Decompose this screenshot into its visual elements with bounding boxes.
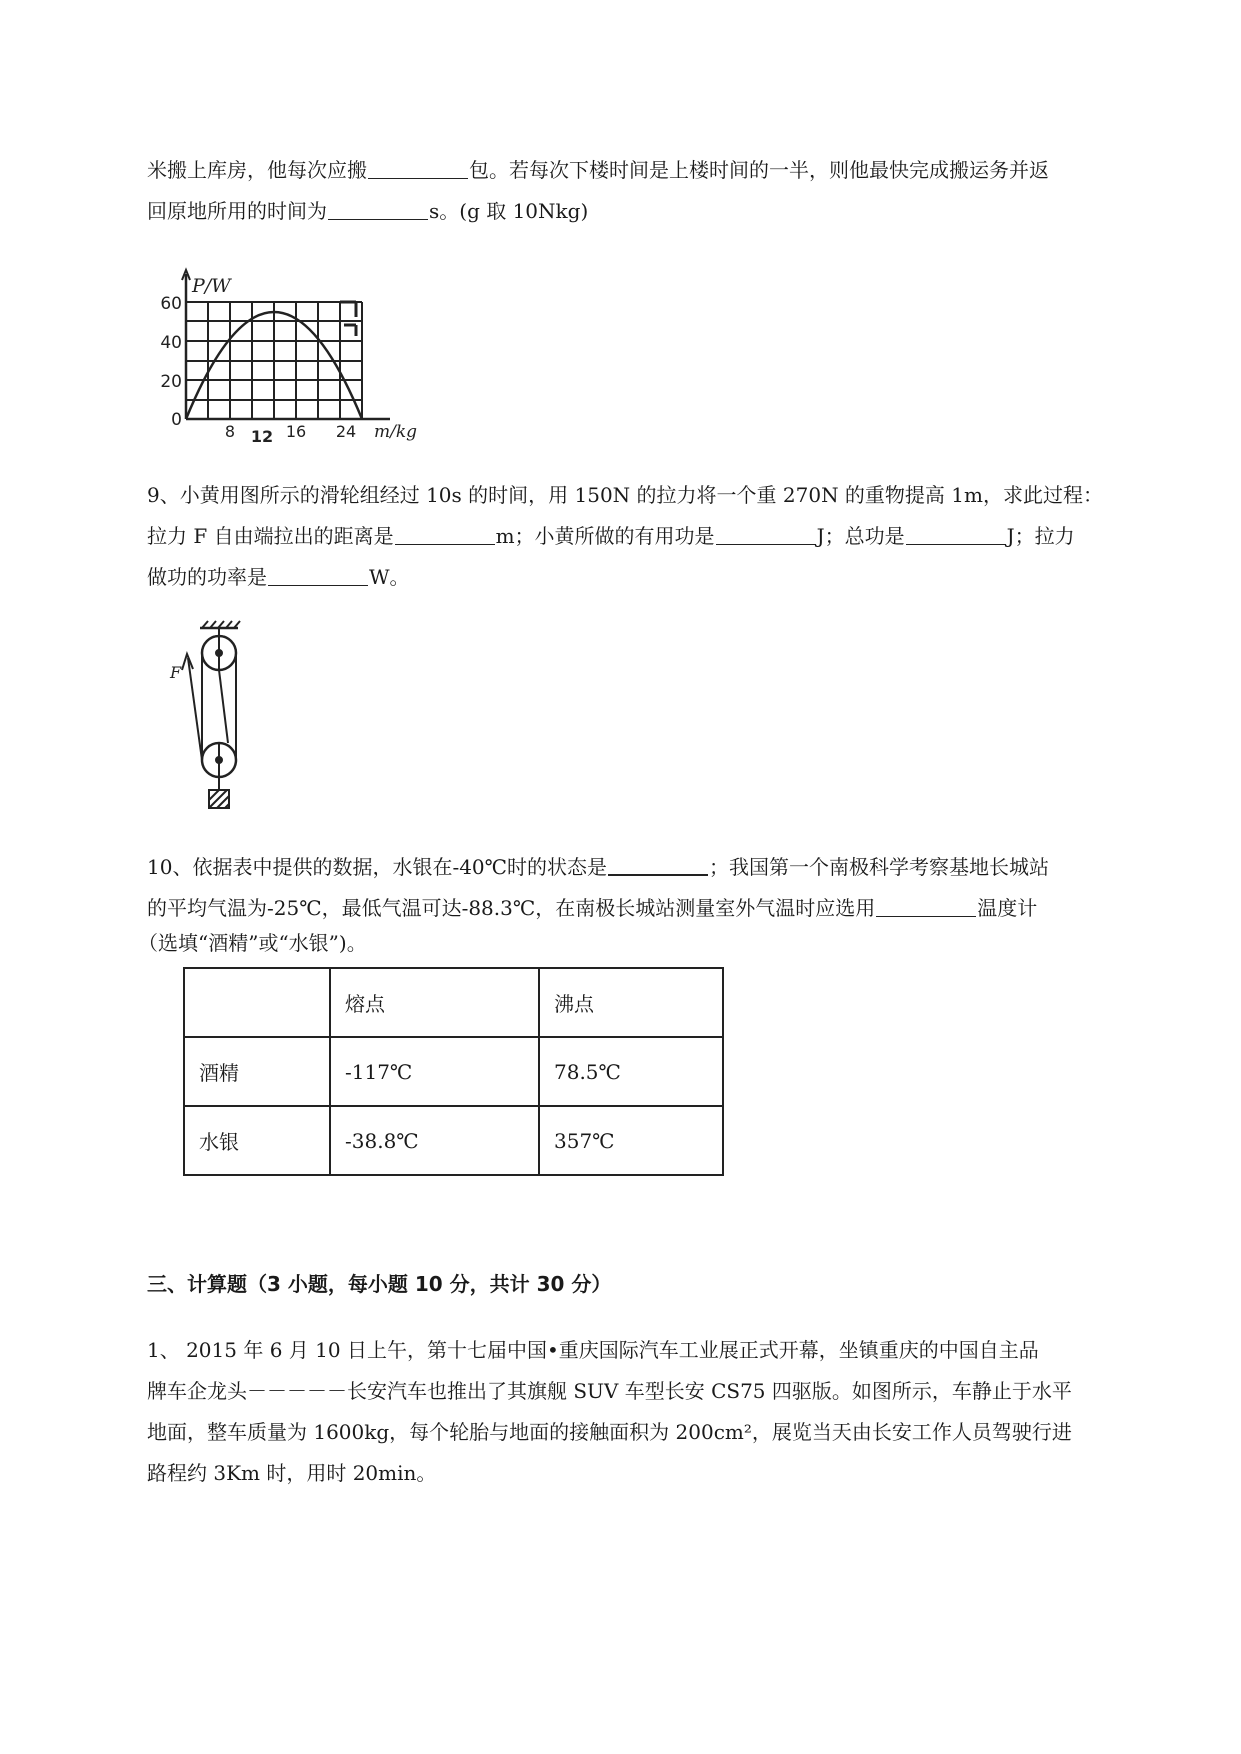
table-header-cell xyxy=(184,968,330,1037)
q9-line-3 xyxy=(147,563,410,591)
q8-text-1a: 米搬上库房，他每次应搬 xyxy=(147,158,367,182)
table-cell: 水银 xyxy=(184,1106,330,1175)
table-cell: -38.8℃ xyxy=(330,1106,539,1175)
q8-text-2a: 回原地所用的时间为 xyxy=(147,199,327,223)
calc1-line-2: 牌车企龙头－－－－－长安汽车也推出了其旗舰 SUV 车型长安 CS75 四驱版。如图所示，车静止于水平 xyxy=(147,1379,1072,1403)
q9-text-3b: W。 xyxy=(369,565,410,589)
q9-blank-useful-work[interactable] xyxy=(716,524,816,545)
q10-text-1b: ；我国第一个南极科学考察基地长城站 xyxy=(709,855,1050,879)
table-header-cell: 熔点 xyxy=(330,968,539,1037)
q9-blank-power[interactable] xyxy=(268,565,368,586)
x-tick-24: 24 xyxy=(335,422,357,441)
q9-blank-total-work[interactable] xyxy=(906,524,1006,545)
q8-blank-bags[interactable] xyxy=(368,158,468,179)
q9-text-2d: J；拉力 xyxy=(1006,524,1075,548)
q9-line-1: 9、小黄用图所示的滑轮组经过 10s 的时间，用 150N 的拉力将一个重 270N 的重物提高 1m，求此过程： xyxy=(147,483,1103,507)
table-row xyxy=(184,1037,723,1106)
q10-blank-state[interactable] xyxy=(608,854,708,876)
q9-text-2c: J；总功是 xyxy=(816,524,905,548)
table-cell: 78.5℃ xyxy=(539,1037,723,1106)
q9-blank-distance[interactable] xyxy=(395,524,495,545)
table-cell: -117℃ xyxy=(330,1037,539,1106)
pulley-diagram xyxy=(168,618,258,818)
table-cell: 酒精 xyxy=(184,1037,330,1106)
y-tick-20: 20 xyxy=(160,372,182,392)
q8-line-1 xyxy=(147,156,1049,184)
calc1-line-4: 路程约 3Km 时，用时 20min。 xyxy=(147,1461,437,1485)
q8-blank-time[interactable] xyxy=(328,199,428,220)
q9-text-2b: m；小黄所做的有用功是 xyxy=(495,524,715,548)
q10-text-2b: 温度计 xyxy=(977,896,1038,920)
q10-line-2 xyxy=(147,894,1037,922)
y-tick-60: 60 xyxy=(160,294,182,314)
y-tick-0: 0 xyxy=(171,410,182,430)
calc1-line-3: 地面，整车质量为 1600kg，每个轮胎与地面的接触面积为 200cm²，展览当天由长安工作人员驾驶行进 xyxy=(147,1420,1072,1444)
power-mass-graph xyxy=(160,262,450,446)
x-tick-8: 8 xyxy=(224,422,236,441)
q10-text-1a: 10、依据表中提供的数据，水银在-40℃时的状态是 xyxy=(147,855,608,879)
x-tick-12: 12 xyxy=(250,427,274,446)
calc1-line-1: 1、 2015 年 6 月 10 日上午，第十七届中国•重庆国际汽车工业展正式开幕，坐镇重庆的中国自主品 xyxy=(147,1338,1039,1362)
q9-text-2a: 拉力 F 自由端拉出的距离是 xyxy=(147,524,394,548)
y-tick-40: 40 xyxy=(160,333,182,353)
q9-line-2 xyxy=(147,522,1075,550)
section-heading: 三、计算题（3 小题，每小题 10 分，共计 30 分） xyxy=(147,1272,612,1296)
q8-text-1b: 包。若每次下楼时间是上楼时间的一半，则他最快完成搬运务并返 xyxy=(469,158,1049,182)
melting-boiling-table xyxy=(183,967,724,1176)
q10-line-3: （选填“酒精”或“水银”)。 xyxy=(138,931,367,955)
table-header-row xyxy=(184,968,723,1037)
table-cell: 357℃ xyxy=(539,1106,723,1175)
table-header-cell: 沸点 xyxy=(539,968,723,1037)
x-tick-16: 16 xyxy=(285,422,307,441)
x-axis-label: m/kg xyxy=(374,422,418,442)
table-row xyxy=(184,1106,723,1175)
force-label: F xyxy=(170,663,182,682)
q8-text-2b: s。(g 取 10Nkg) xyxy=(429,199,589,223)
y-axis-label: P/W xyxy=(192,275,231,297)
q10-line-1 xyxy=(147,853,1049,881)
q9-text-3a: 做功的功率是 xyxy=(147,565,267,589)
q10-blank-thermometer[interactable] xyxy=(876,896,976,917)
q10-text-2a: 的平均气温为-25℃，最低气温可达-88.3℃，在南极长城站测量室外气温时应选用 xyxy=(147,896,876,920)
q8-line-2 xyxy=(147,197,588,225)
